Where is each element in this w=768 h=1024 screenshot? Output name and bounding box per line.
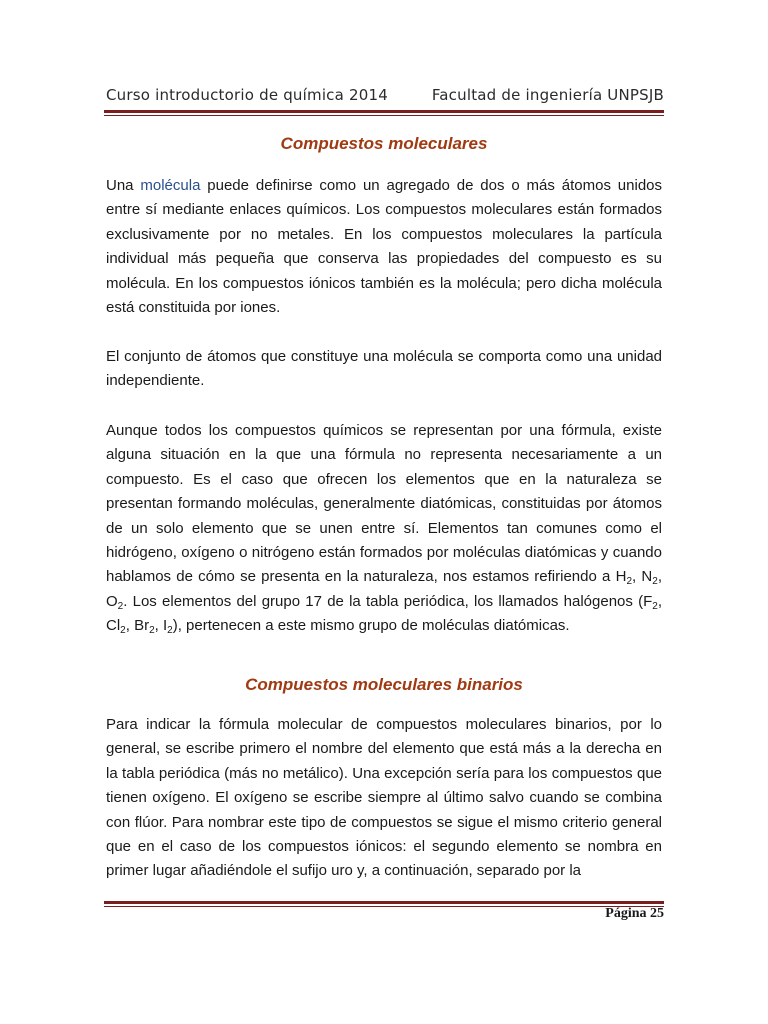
footer-rule — [104, 901, 664, 907]
paragraph-text: ), pertenecen a este mismo grupo de moléculas diatómicas. — [172, 617, 570, 635]
formula-br2: $Br_2$ — [134, 617, 155, 637]
paragraph-text: . Los elementos del grupo 17 de la tabla periódica, los llamados halógenos ( — [123, 592, 644, 610]
formula-f2: $F_2$ — [643, 592, 658, 612]
header-faculty: Facultad de ingeniería UNPSJB — [431, 86, 664, 104]
paragraph-text: Aunque todos los compuestos químicos se representan por una fórmula, existe alguna situación en la que una fórmula no representa necesariamente a un compuesto. Es el caso que ofrecen los elementos que en la naturaleza se presentan formando moléculas, generalmente diatómicas, constituidas por átomos de un solo elemento que se unen entre sí. Elementos tan comunes como el hidrógeno, oxígeno o nitrógeno están formados por moléculas diatómicas y cuando hablamos de cómo se presenta en la naturaleza, nos estamos refiriendo a — [106, 422, 662, 586]
paragraph — [106, 174, 662, 320]
paragraph: Para indicar la fórmula molecular de compuestos moleculares binarios, por lo general, se escribe primero el nombre del elemento que está más a la derecha en la tabla periódica (más no metálico). Una excepción sería para los compuestos que tienen oxígeno. El oxígeno se escribe siempre al último salvo cuando se combina con flúor. Para nombrar este tipo de compuestos se sigue el mismo criterio general que en el caso de los compuestos iónicos: el segundo elemento se nombra en primer lugar añadiéndole el sufijo uro y, a continuación, separado por la — [106, 716, 662, 880]
molecule-link[interactable]: molécula — [140, 177, 201, 194]
paragraph-text: puede definirse como un agregado de dos o más átomos unidos entre sí mediante enlaces químicos. Los compuestos moleculares están formados exclusivamente por no metales. En los compuestos moleculares la partícula individual más pequeña que conserva las propiedades del compuesto es su molécula. En los compuestos iónicos también es la molécula; pero dicha molécula está constituida por iones. — [106, 177, 663, 317]
formula-o2: $O_2$ — [106, 592, 124, 612]
formula-n2: $N_2$ — [641, 568, 658, 588]
section-title: Compuestos moleculares binarios — [245, 675, 523, 694]
formula-h2: $H_2$ — [615, 568, 633, 588]
section-title: Compuestos moleculares — [280, 134, 488, 153]
paragraph: Aunque todos los compuestos químicos se representan por una fórmula, existe alguna situación en la que una fórmula no representa necesariamente a un compuesto. Es el caso que ofrecen los elementos que en la naturaleza se presentan formando moléculas, generalmente diatómicas, constituidas por átomos de un solo elemento que se unen entre sí. Elementos tan comunes como el hidrógeno, oxígeno o nitrógeno están formados por moléculas diatómicas y cuando hablamos de cómo se presenta en la naturaleza, nos estamos refiriendo a $H_2$, $N_2$, $O_2$. Los elementos del grupo 17 de la tabla periódica, los llamados halógenos ($F_2$, $Cl_2$, $Br_2$, $I_2$), pertenecen a este mismo grupo de moléculas diatómicas. — [106, 422, 662, 637]
paragraph: El conjunto de átomos que constituye una molécula se comporta como una unidad independiente. — [106, 348, 662, 390]
header-rule — [104, 110, 664, 116]
header-course: Curso introductorio de química 2014 — [106, 86, 388, 104]
page-number: Página 25 — [605, 906, 664, 921]
formula-i2: $I_2$ — [162, 617, 173, 637]
formula-cl2: $Cl_2$ — [106, 617, 126, 637]
page-header — [106, 86, 664, 106]
paragraph-text: Una — [106, 177, 141, 194]
